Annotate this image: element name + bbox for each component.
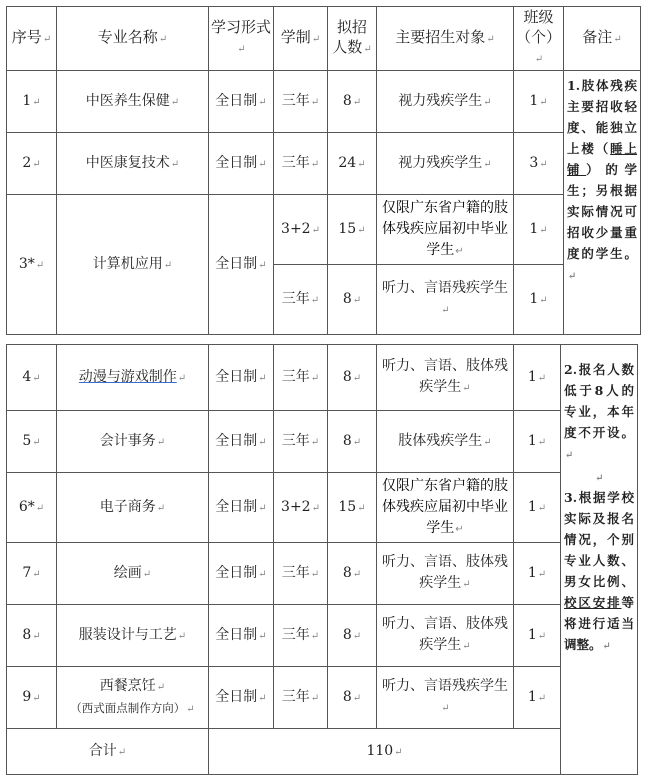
note-2: 2.报名人数低于8人的专业，本年度不开设。↵	[564, 362, 634, 461]
row-years: 三年↵	[274, 133, 328, 195]
note-cell-2	[561, 345, 638, 775]
row-target: 视力残疾学生↵	[377, 133, 514, 195]
row-classes: 1↵	[514, 605, 561, 667]
row-classes: 1↵	[514, 411, 561, 473]
table-row	[7, 543, 638, 605]
row-years: 三年↵	[274, 667, 328, 729]
row-name-sub: （西式面点制作方向）↵	[70, 700, 195, 715]
header-target: 主要招生对象↵	[377, 7, 514, 71]
table-row	[7, 473, 638, 543]
header-classes: 班级（个）↵	[514, 7, 564, 71]
row-years: 三年↵	[274, 605, 328, 667]
row-quota: 8↵	[328, 265, 377, 335]
row-seq: 4↵	[7, 345, 57, 411]
row-classes: 3↵	[514, 133, 564, 195]
row-classes: 1↵	[514, 345, 561, 411]
row-name: 电子商务↵	[57, 473, 209, 543]
row-years: 三年↵	[274, 265, 328, 335]
row-mode: 全日制↵	[209, 195, 274, 335]
row-quota: 15↵	[328, 473, 377, 543]
row-mode: 全日制↵	[209, 71, 274, 133]
row-years: 三年↵	[274, 543, 328, 605]
row-seq: 9↵	[7, 667, 57, 729]
row-quota: 24↵	[328, 133, 377, 195]
row-name: 会计事务↵	[57, 411, 209, 473]
enrollment-table-top	[6, 6, 641, 335]
row-name-main: 西餐烹饪↵	[99, 677, 166, 694]
header-notes: 备注↵	[564, 7, 641, 71]
row-target: 肢体残疾学生↵	[377, 411, 514, 473]
total-row	[7, 729, 638, 775]
row-mode: 全日制↵	[209, 133, 274, 195]
enrollment-table-bottom	[6, 344, 638, 775]
header-name: 专业名称↵	[57, 7, 209, 71]
row-quota: 8↵	[328, 71, 377, 133]
row-years: 三年↵	[274, 71, 328, 133]
note-3: 3.根据学校实际及报名情况，个别专业人数、男女比例、校区安排等将进行适当调整。↵	[564, 490, 634, 652]
note-cell-1: 1.肢体残疾主要招收轻度、能独立上楼（睡上铺）的学生；另根据实际情况可招收少量重度的学生。↵	[564, 71, 641, 335]
row-mode: 全日制↵	[209, 345, 274, 411]
row-quota: 8↵	[328, 543, 377, 605]
header-years: 学制↵	[274, 7, 328, 71]
row-target: 听力、言语残疾学生↵	[377, 265, 514, 335]
row-seq: 3*↵	[7, 195, 57, 335]
row-quota: 8↵	[328, 667, 377, 729]
total-value: 110↵	[209, 729, 561, 775]
row-target: 听力、言语残疾学生↵	[377, 667, 514, 729]
row-seq: 8↵	[7, 605, 57, 667]
row-target: 听力、言语、肢体残疾学生↵	[377, 543, 514, 605]
row-name: 中医康复技术↵	[57, 133, 209, 195]
row-target: 视力残疾学生↵	[377, 71, 514, 133]
row-name: 服装设计与工艺↵	[57, 605, 209, 667]
row-target: 听力、言语、肢体残疾学生↵	[377, 345, 514, 411]
table-row	[7, 667, 638, 729]
row-mode: 全日制↵	[209, 411, 274, 473]
row-mode: 全日制↵	[209, 605, 274, 667]
row-mode: 全日制↵	[209, 473, 274, 543]
row-quota: 8↵	[328, 411, 377, 473]
row-name: 中医养生保健↵	[57, 71, 209, 133]
row-classes: 1↵	[514, 195, 564, 265]
row-years: 三年↵	[274, 345, 328, 411]
row-name: 动漫与游戏制作↵	[57, 345, 209, 411]
header-mode: 学习形式↵	[209, 7, 274, 71]
row-seq: 1↵	[7, 71, 57, 133]
header-row	[7, 7, 641, 71]
note-spacer: ↵	[595, 473, 604, 484]
row-quota: 15↵	[328, 195, 377, 265]
row-seq: 7↵	[7, 543, 57, 605]
row-classes: 1↵	[514, 543, 561, 605]
row-classes: 1↵	[514, 71, 564, 133]
row-target: 听力、言语、肢体残疾学生↵	[377, 605, 514, 667]
row-seq: 6*↵	[7, 473, 57, 543]
row-target: 仅限广东省户籍的肢体残疾应届初中毕业学生↵	[377, 473, 514, 543]
row-quota: 8↵	[328, 345, 377, 411]
row-classes: 1↵	[514, 667, 561, 729]
row-classes: 1↵	[514, 473, 561, 543]
table-row	[7, 411, 638, 473]
row-name	[57, 667, 209, 729]
row-classes: 1↵	[514, 265, 564, 335]
row-name: 绘画↵	[57, 543, 209, 605]
row-mode: 全日制↵	[209, 667, 274, 729]
table-row	[7, 133, 641, 195]
row-years: 3+2↵	[274, 473, 328, 543]
row-seq: 2↵	[7, 133, 57, 195]
table-row	[7, 195, 641, 265]
row-target: 仅限广东省户籍的肢体残疾应届初中毕业学生↵	[377, 195, 514, 265]
row-name: 计算机应用↵	[57, 195, 209, 335]
row-mode: 全日制↵	[209, 543, 274, 605]
row-years: 三年↵	[274, 411, 328, 473]
row-seq: 5↵	[7, 411, 57, 473]
table-row	[7, 605, 638, 667]
header-seq: 序号↵	[7, 7, 57, 71]
table-row	[7, 345, 638, 411]
header-quota: 拟招人数↵	[328, 7, 377, 71]
table-row	[7, 71, 641, 133]
total-label: 合计↵	[7, 729, 209, 775]
row-years: 3+2↵	[274, 195, 328, 265]
row-quota: 8↵	[328, 605, 377, 667]
